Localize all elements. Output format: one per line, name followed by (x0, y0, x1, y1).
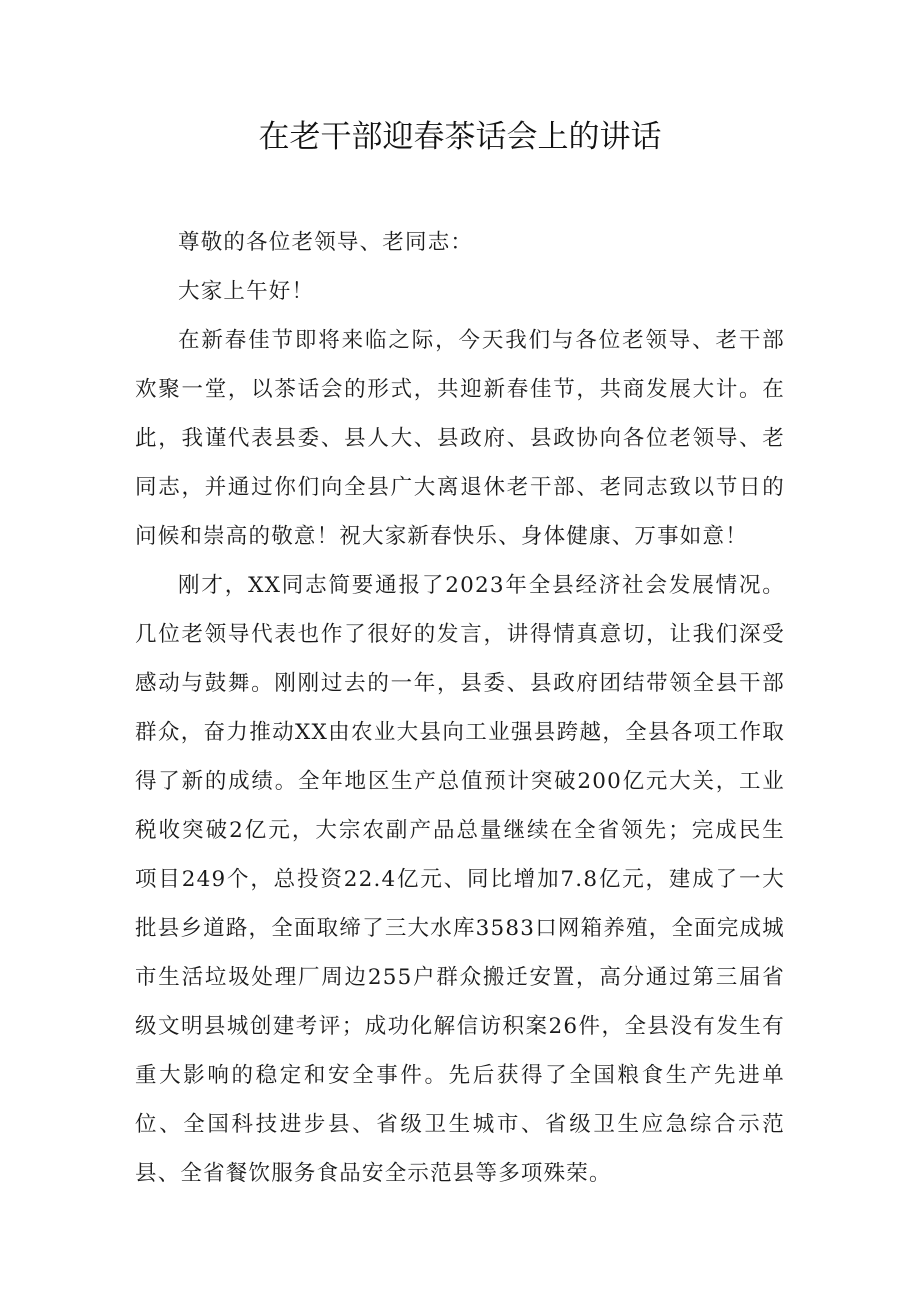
document-body (135, 218, 785, 1198)
greeting: 大家上午好！ (178, 279, 315, 304)
paragraph-achievements: 刚才，XX同志简要通报了2023年全县经济社会发展情况。几位老领导代表也作了很好的发言，讲得情真意切，让我们深受感动与鼓舞。刚刚过去的一年，县委、县政府团结带领全县干部群众，奋力推动XX由农业大县向工业强县跨越，全县各项工作取得了新的成绩。全年地区生产总值预计突破200亿元大关，工业税收突破2亿元，大宗农副产品总量继续在全省领先；完成民生项目249个，总投资22.4亿元、同比增加7.8亿元，建成了一大批县乡道路，全面取缔了三大水库3583口网箱养殖，全面完成城市生活垃圾处理厂周边255户群众搬迁安置，高分通过第三届省级文明县城创建考评；成功化解信访积案26件，全县没有发生有重大影响的稳定和安全事件。先后获得了全国粮食生产先进单位、全国科技进步县、省级卫生城市、省级卫生应急综合示范县、全省餐饮服务食品安全示范县等多项殊荣。 (135, 573, 785, 1186)
paragraph-opening: 在新春佳节即将来临之际，今天我们与各位老领导、老干部欢聚一堂，以茶话会的形式，共迎新春佳节，共商发展大计。在此，我谨代表县委、县人大、县政府、县政协向各位老领导、老同志，并通过你们向全县广大离退休老干部、老同志致以节日的问候和崇高的敬意！祝大家新春快乐、身体健康、万事如意！ (135, 328, 785, 549)
document-title: 在老干部迎春茶话会上的讲话 (258, 119, 662, 155)
salutation: 尊敬的各位老领导、老同志： (178, 230, 474, 255)
